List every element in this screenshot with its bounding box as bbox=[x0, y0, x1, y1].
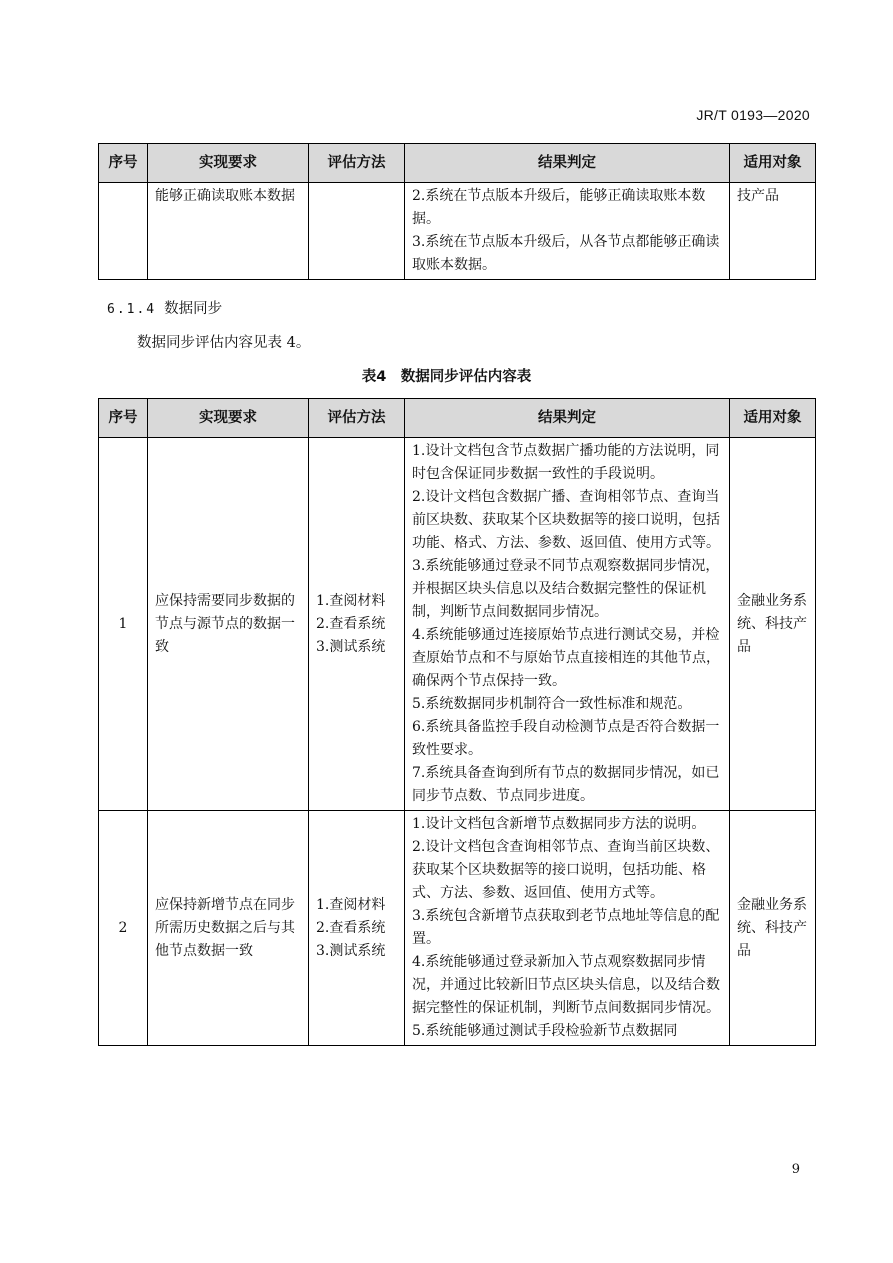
header-result: 结果判定 bbox=[405, 144, 730, 183]
cell-requirement: 能够正确读取账本数据 bbox=[148, 183, 309, 280]
cell-result bbox=[405, 183, 730, 280]
result-line: 5.系统数据同步机制符合一致性标准和规范。 bbox=[412, 696, 692, 712]
cell-target: 金融业务系统、科技产品 bbox=[730, 438, 816, 811]
cell-target: 技产品 bbox=[730, 183, 816, 280]
table-header-row bbox=[99, 144, 816, 183]
table-4 bbox=[98, 398, 816, 1046]
intro-paragraph: 数据同步评估内容见表 4。 bbox=[137, 335, 311, 351]
result-line: 3.系统包含新增节点获取到老节点地址等信息的配置。 bbox=[412, 908, 720, 947]
result-line: 7.系统具备查询到所有节点的数据同步情况，如已同步节点数、节点同步进度。 bbox=[412, 765, 720, 804]
result-line: 2.设计文档包含数据广播、查询相邻节点、查询当前区块数、获取某个区块数据等的接口说明，包括功能、格式、方法、参数、返回值、使用方式等。 bbox=[412, 489, 720, 551]
table-row bbox=[99, 438, 816, 811]
result-line: 5.系统能够通过测试手段检验新节点数据同 bbox=[412, 1023, 678, 1039]
header-seq: 序号 bbox=[99, 144, 148, 183]
method-line: 3.测试系统 bbox=[316, 638, 386, 655]
method-line: 3.测试系统 bbox=[316, 942, 386, 959]
header-target: 适用对象 bbox=[730, 399, 816, 438]
cell-method bbox=[309, 183, 405, 280]
section-title: 数据同步 bbox=[164, 301, 223, 317]
cell-result bbox=[405, 438, 730, 811]
method-line: 2.查看系统 bbox=[316, 919, 386, 936]
result-line: 1.设计文档包含节点数据广播功能的方法说明，同时包含保证同步数据一致性的手段说明。 bbox=[412, 443, 720, 482]
method-line: 2.查看系统 bbox=[316, 615, 386, 632]
page-number: 9 bbox=[791, 1162, 800, 1177]
cell-seq: 2 bbox=[99, 811, 148, 1046]
cell-seq: 1 bbox=[99, 438, 148, 811]
document-code: JR/T 0193—2020 bbox=[696, 107, 810, 123]
header-requirement: 实现要求 bbox=[148, 144, 309, 183]
cell-requirement: 应保持新增节点在同步所需历史数据之后与其他节点数据一致 bbox=[148, 811, 309, 1046]
section-heading bbox=[107, 297, 222, 318]
header-requirement: 实现要求 bbox=[148, 399, 309, 438]
method-line: 1.查阅材料 bbox=[316, 592, 386, 609]
result-line: 4.系统能够通过连接原始节点进行测试交易，并检查原始节点和不与原始节点直接相连的其他节点，确保两个节点保持一致。 bbox=[412, 627, 720, 689]
header-result: 结果判定 bbox=[405, 399, 730, 438]
cell-seq bbox=[99, 183, 148, 280]
method-line: 1.查阅材料 bbox=[316, 896, 386, 913]
cell-target: 金融业务系统、科技产品 bbox=[730, 811, 816, 1046]
header-method: 评估方法 bbox=[309, 399, 405, 438]
cell-method bbox=[309, 811, 405, 1046]
cell-method bbox=[309, 438, 405, 811]
header-target: 适用对象 bbox=[730, 144, 816, 183]
table-row bbox=[99, 811, 816, 1046]
result-line: 2.设计文档包含查询相邻节点、查询当前区块数、获取某个区块数据等的接口说明，包括功能、格式、方法、参数、返回值、使用方式等。 bbox=[412, 839, 720, 901]
result-line: 3.系统能够通过登录不同节点观察数据同步情况，并根据区块头信息以及结合数据完整性的保证机制，判断节点间数据同步情况。 bbox=[412, 558, 720, 620]
continued-table bbox=[98, 143, 816, 280]
section-number: 6.1.4 bbox=[107, 302, 157, 317]
table-header-row bbox=[99, 399, 816, 438]
table-caption: 表4 数据同步评估内容表 bbox=[361, 369, 532, 385]
cell-result bbox=[405, 811, 730, 1046]
table-row bbox=[99, 183, 816, 280]
result-line: 3.系统在节点版本升级后，从各节点都能够正确读取账本数据。 bbox=[412, 234, 720, 273]
cell-requirement: 应保持需要同步数据的节点与源节点的数据一致 bbox=[148, 438, 309, 811]
result-line: 6.系统具备监控手段自动检测节点是否符合数据一致性要求。 bbox=[412, 719, 720, 758]
result-line: 4.系统能够通过登录新加入节点观察数据同步情况，并通过比较新旧节点区块头信息，以及结合数据完整性的保证机制，判断节点间数据同步情况。 bbox=[412, 954, 720, 1016]
result-line: 1.设计文档包含新增节点数据同步方法的说明。 bbox=[412, 816, 706, 832]
header-method: 评估方法 bbox=[309, 144, 405, 183]
result-line: 2.系统在节点版本升级后，能够正确读取账本数据。 bbox=[412, 188, 706, 227]
header-seq: 序号 bbox=[99, 399, 148, 438]
